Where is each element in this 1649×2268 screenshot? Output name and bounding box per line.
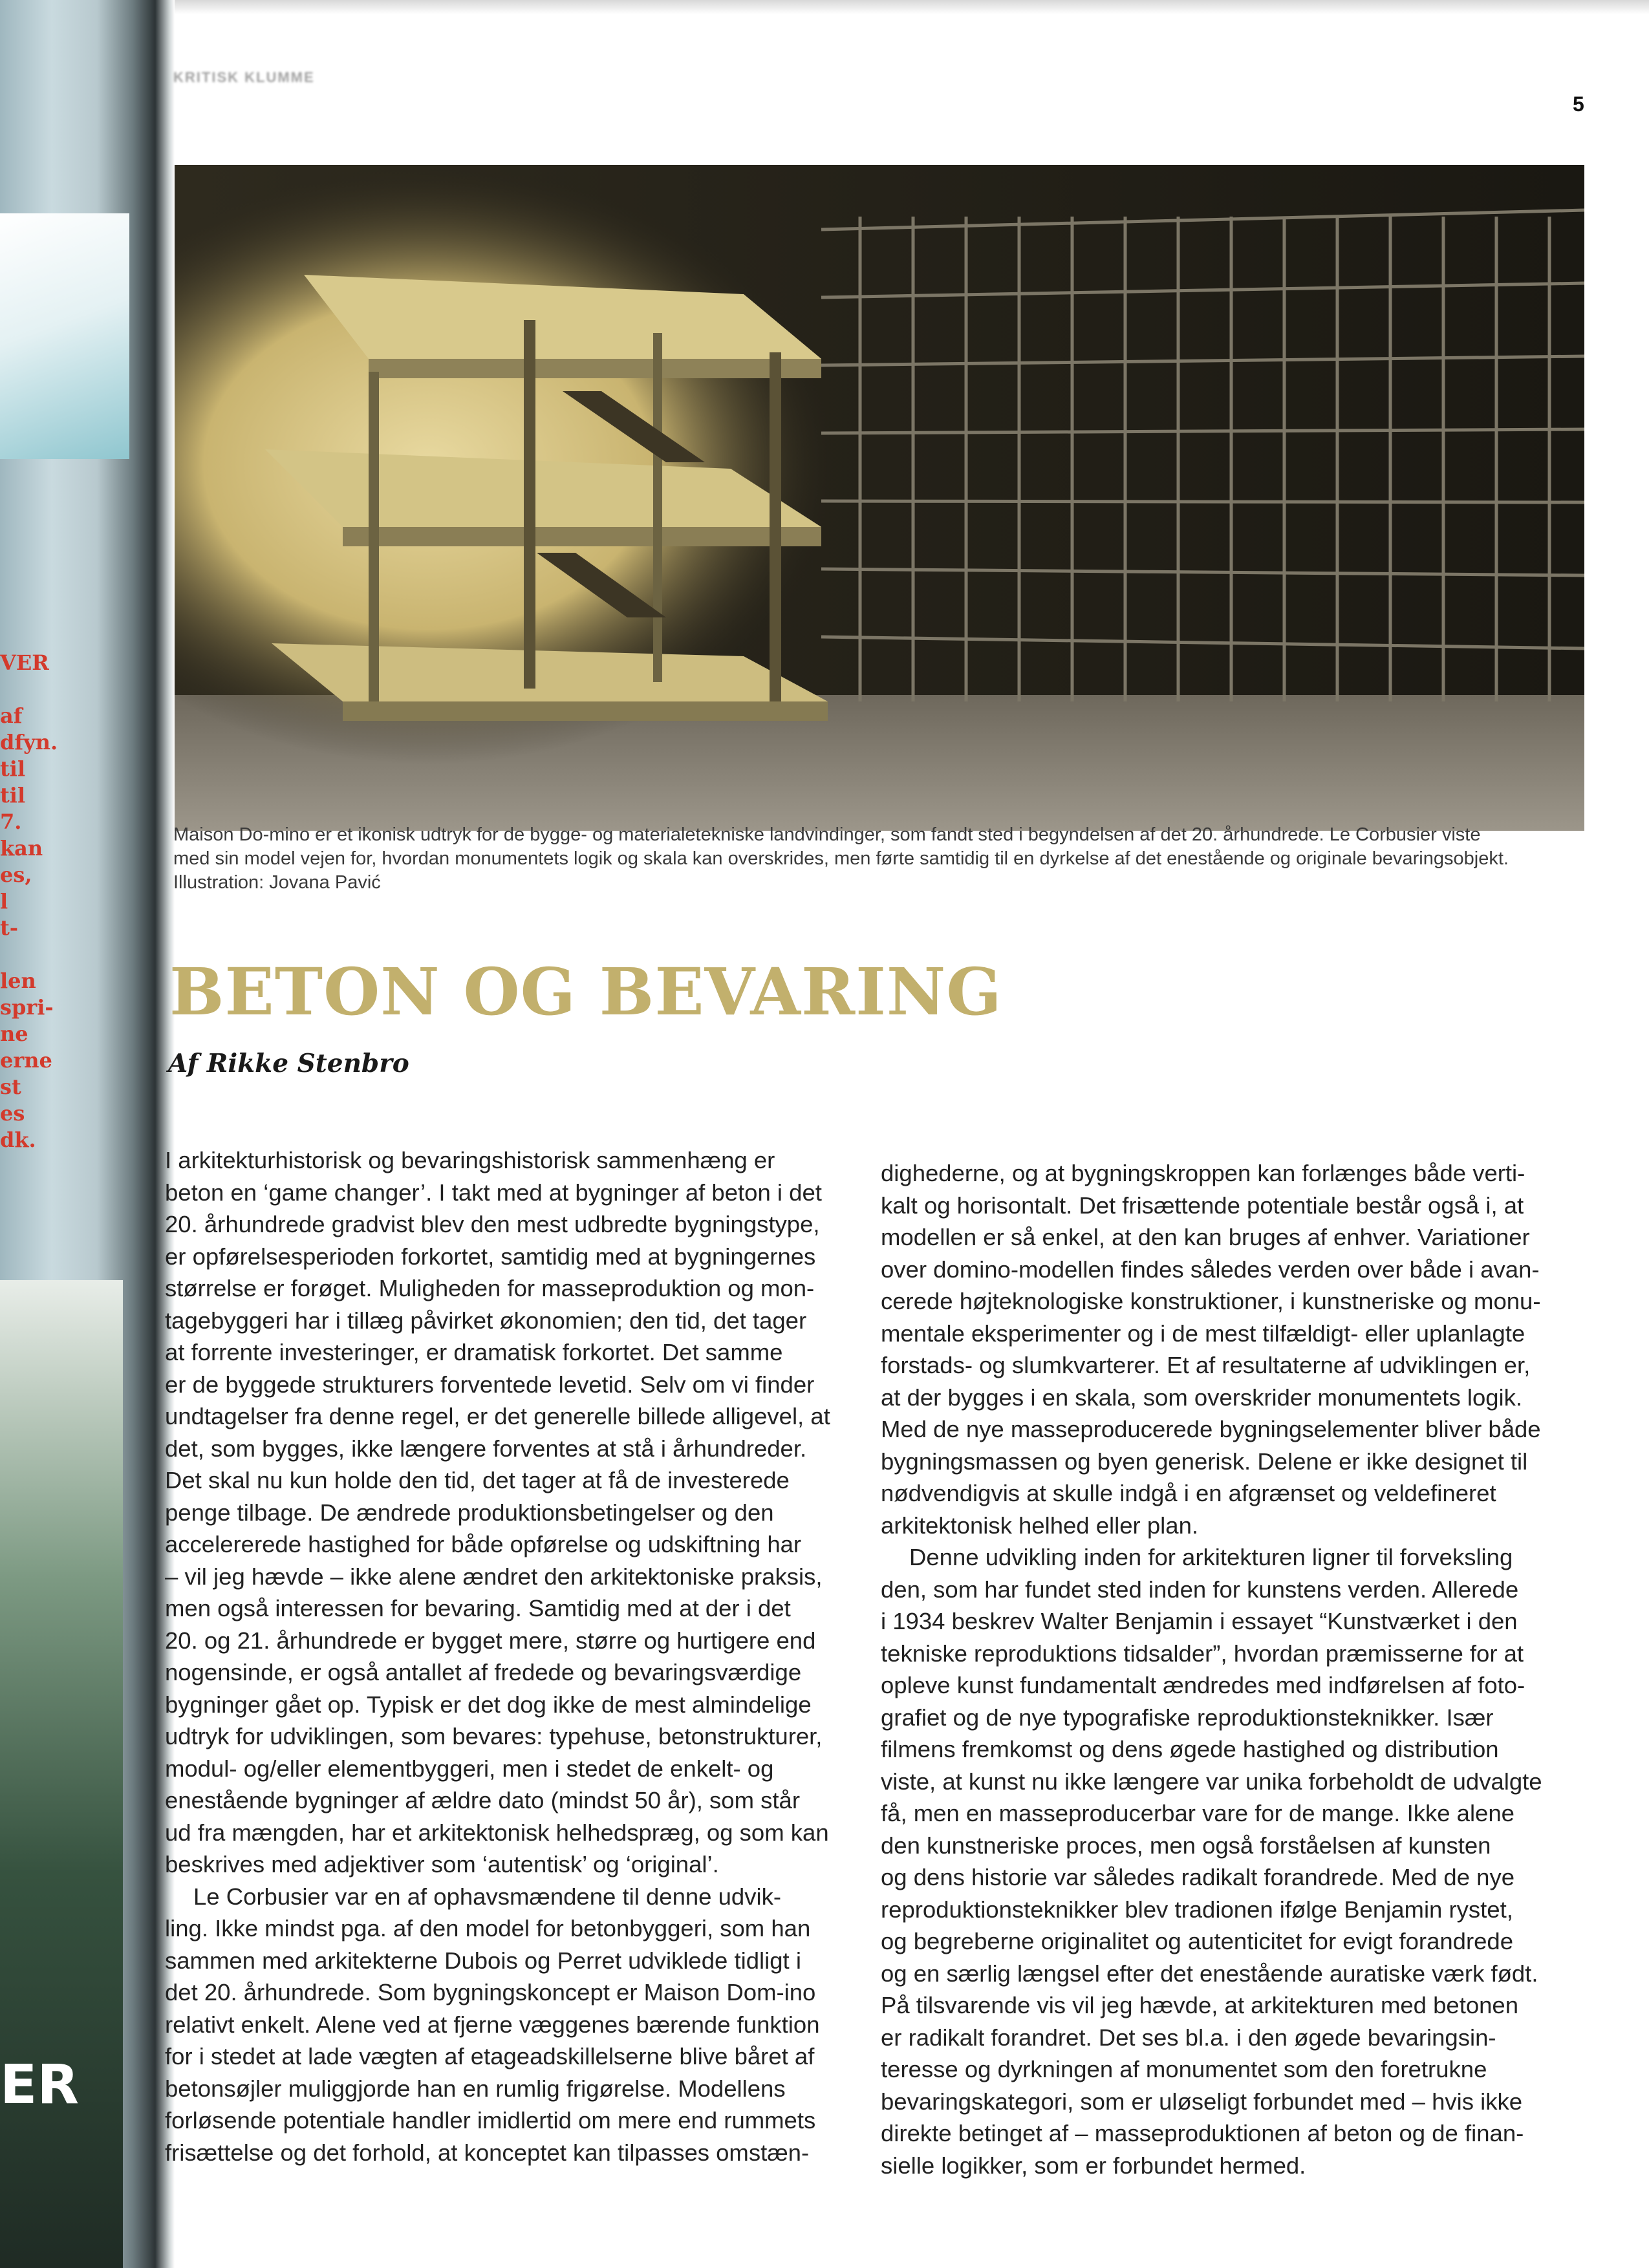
caption-credit: Illustration: Jovana Pavić [173, 872, 381, 893]
body-text-line: undtagelser fra denne regel, er det generelle billede alligevel, at [165, 1403, 830, 1429]
body-text-line: forstads- og slumkvarterer. Et af resultaterne af udviklingen er, [881, 1352, 1531, 1378]
body-text-line: penge tilbage. De ændrede produktionsbetingelser og den [165, 1499, 774, 1526]
page-number: 5 [1573, 92, 1584, 116]
body-text-line: det, som bygges, ikke længere forventes at stå i århundreder. [165, 1435, 807, 1462]
caption-line: med sin model vejen for, hvordan monumentets logik og skala kan overskrides, men førte samtidig til en dyrkelse af det enestående og originale bevaringsobjekt. [173, 848, 1509, 869]
body-text-line: enestående bygninger af ældre dato (mindst 50 år), som står [165, 1787, 800, 1813]
spine-text-line: erne [0, 1048, 52, 1073]
byline: Af Rikke Stenbro [168, 1049, 409, 1078]
body-text-line: reproduktionsteknikker blev tradionen ifølge Benjamin rystet, [881, 1896, 1513, 1923]
background-slab [821, 501, 1584, 502]
body-text-line: 20. århundrede gradvist blev den mest udbredte bygningstype, [165, 1211, 820, 1237]
body-text-line: I arkitekturhistorisk og bevaringshistorisk sammenhæng er [165, 1147, 775, 1173]
body-text-line: bevaringskategori, som er uløseligt forbundet med – hvis ikke [881, 2088, 1523, 2115]
body-text-line: filmens fremkomst og dens øgede hastighed og distribution [881, 1736, 1499, 1762]
body-text-line: og dens historie var således radikalt forandrede. Med de nye [881, 1864, 1514, 1890]
body-text-line: beton en ‘game changer’. I takt med at bygninger af beton i det [165, 1179, 822, 1206]
body-text-line: betonsøjler muliggjorde han en rumlig frigørelse. Modellens [165, 2075, 786, 2102]
body-text-line: at forrente investeringer, er dramatisk forkortet. Det samme [165, 1339, 783, 1365]
body-text-line: forløsende potentiale handler imidlertid om mere end rummets [165, 2107, 816, 2134]
body-text-line: frisættelse og det forhold, at konceptet kan tilpasses omstæn- [165, 2139, 810, 2166]
spine-text-line: til [0, 783, 26, 808]
body-text-line: for i stedet at lade vægten af etageadskillelserne blive båret af [165, 2043, 815, 2070]
body-text-line: men også interessen for bevaring. Samtidig med at der i det [165, 1595, 791, 1621]
spine-text-line: kan [0, 836, 43, 861]
body-text-line: modul- og/eller elementbyggeri, men i stedet de enkelt- og [165, 1755, 774, 1782]
body-text-line: få, men en masseproducerbar vare for de mange. Ikke alene [881, 1800, 1514, 1826]
spine-text [0, 650, 71, 1153]
spine-text-line: til [0, 756, 26, 781]
maison-domino-illustration [175, 165, 1584, 831]
body-text-line: Le Corbusier var en af ophavsmændene til denne udvik- [193, 1883, 781, 1910]
body-text-line: den kunstneriske proces, men også forståelsen af kunsten [881, 1832, 1491, 1859]
body-text-line: nogensinde, er også antallet af fredede og bevaringsværdige [165, 1659, 802, 1685]
column-3 [369, 372, 379, 701]
scan-shadow [175, 0, 1649, 14]
body-text-line: bygninger gået op. Typisk er det dog ikke de mest almindelige [165, 1691, 812, 1718]
spine-text-line: dfyn. [0, 730, 58, 754]
body-text-line: ud fra mængden, har et arkitektonisk helhedspræg, og som kan [165, 1819, 829, 1846]
body-text-line: Med de nye masseproducerede bygningselementer bliver både [881, 1416, 1541, 1442]
body-text-line: tagebyggeri har i tillæg påvirket økonomien; den tid, det tager [165, 1307, 807, 1334]
body-text-line: og begreberne originalitet og autenticitet for evigt forandrede [881, 1928, 1514, 1954]
body-text-line: relativt enkelt. Alene ved at fjerne væggenes bærende funktion [165, 2011, 820, 2038]
body-text-line: arkitektonisk helhed eller plan. [881, 1512, 1199, 1539]
body-column-right [881, 1157, 1566, 2181]
body-text-line: opleve kunst fundamentalt ændredes med indførelsen af foto- [881, 1672, 1525, 1698]
body-text-line: er radikalt forandret. Det ses bl.a. i den øgede bevaringsin- [881, 2024, 1496, 2051]
column-4 [653, 333, 662, 682]
spine-text-line: len [0, 968, 36, 993]
body-text-line: det 20. århundrede. Som bygningskoncept er Maison Dom-ino [165, 1979, 816, 2006]
body-text-line: grafiet og de nye typografiske reproduktionsteknikker. Især [881, 1704, 1494, 1731]
body-text-line: cerede højteknologiske konstruktioner, i kunstneriske og monu- [881, 1288, 1541, 1314]
image-caption [173, 823, 1586, 895]
body-text-line: over domino-modellen findes således verden over både i avan- [881, 1256, 1540, 1283]
body-text-line: Denne udvikling inden for arkitekturen ligner til forveksling [909, 1544, 1513, 1570]
body-text-line: i 1934 beskrev Walter Benjamin i essayet “Kunstværket i den [881, 1608, 1518, 1634]
spine-text-line: t- [0, 915, 19, 940]
spine-text-line: es, [0, 862, 32, 887]
illustration-svg [175, 165, 1584, 831]
spine-text-line: af [0, 703, 23, 728]
body-text-line: Det skal nu kun holde den tid, det tager at få de investerede [165, 1467, 790, 1493]
spine-photo [0, 1280, 123, 2268]
spine-text-line: st [0, 1075, 21, 1099]
body-text-line: kalt og horisontalt. Det frisættende potentiale består også i, at [881, 1192, 1524, 1219]
body-text-line: nødvendigvis at skulle indgå i en afgrænset og veldefineret [881, 1480, 1496, 1506]
body-text-line: mentale eksperimenter og i de mest tilfældigt- eller uplanlagte [881, 1320, 1525, 1347]
body-text-line: sammen med arkitekterne Dubois og Perret udviklede tidligt i [165, 1947, 801, 1974]
slab-middle-edge [343, 527, 821, 546]
body-text-line: dighederne, og at bygningskroppen kan forlænges både verti- [881, 1160, 1525, 1186]
body-text-line: – vil jeg hævde – ikke alene ændret den arkitektoniske praksis, [165, 1563, 823, 1590]
column-1 [524, 320, 535, 689]
running-header: KRITISK KLUMME [173, 69, 315, 85]
column-2 [770, 352, 781, 701]
body-text-line: På tilsvarende vis vil jeg hævde, at arkitekturen med betonen [881, 1992, 1519, 2018]
slab-top-edge [369, 359, 821, 378]
spine-text-line: spri- [0, 995, 54, 1020]
body-text-line: størrelse er forøget. Muligheden for masseproduktion og mon- [165, 1275, 815, 1301]
caption-line: Maison Do-mino er et ikonisk udtryk for de bygge- og materialetekniske landvindinger, som fandt sted i begyndelsen af det 20. århundrede. Le Corbusier viste [173, 824, 1481, 845]
body-text-line: er opførelsesperioden forkortet, samtidig med at bygningernes [165, 1243, 816, 1270]
body-text-line: 20. og 21. århundrede er bygget mere, større og hurtigere end [165, 1627, 816, 1654]
spine-text-line: es [0, 1101, 25, 1126]
body-text-line: teresse og dyrkningen af monumentet som den foretrukne [881, 2056, 1487, 2082]
slab-bottom-edge [343, 701, 828, 721]
spine-text-line: l [0, 889, 8, 914]
body-text-line: er de byggede strukturers forventede levetid. Selv om vi finder [165, 1371, 815, 1398]
spine-text-line: VER [0, 650, 49, 675]
spine-mark: ER [0, 2053, 80, 2116]
article-title: BETON OG BEVARING [169, 954, 1002, 1030]
body-text-line: tekniske reproduktions tidsalder”, hvordan præmisserne for at [881, 1640, 1524, 1667]
spine-text-line: dk. [0, 1128, 36, 1152]
body-text-line: ling. Ikke mindst pga. af den model for betonbyggeri, som han [165, 1915, 811, 1942]
body-text-line: modellen er så enkel, at den kan bruges af enhver. Variationer [881, 1224, 1530, 1250]
body-text-line: bygningsmassen og byen generisk. Delene er ikke designet til [881, 1448, 1528, 1475]
spine-color-band [0, 213, 129, 459]
body-text-line: direkte betinget af – masseproduktionen af beton og de finan- [881, 2120, 1524, 2146]
body-text-line: beskrives med adjektiver som ‘autentisk’ og ‘original’. [165, 1851, 719, 1878]
left-page-edge [0, 0, 175, 2268]
body-text-line: og en særlig længsel efter det enestående auratiske værk født. [881, 1960, 1538, 1987]
spine-text-line [0, 676, 71, 703]
spine-text-line: 7. [0, 809, 22, 834]
body-text-line: den, som har fundet sted inden for kunstens verden. Allerede [881, 1576, 1519, 1603]
spine-text-line [0, 941, 71, 968]
body-text-line: accelererede hastighed for både opførelse og udskiftning har [165, 1531, 802, 1557]
body-text-line: viste, at kunst nu ikke længere var unika forbeholdt de udvalgte [881, 1768, 1542, 1795]
body-column-left [165, 1144, 857, 2168]
body-text-line: sielle logikker, som er forbundet hermed. [881, 2152, 1306, 2179]
body-text-line: at der bygges i en skala, som overskrider monumentets logik. [881, 1384, 1523, 1411]
spine-text-line: ne [0, 1022, 28, 1046]
body-text-line: udtryk for udviklingen, som bevares: typehuse, betonstrukturer, [165, 1723, 823, 1749]
